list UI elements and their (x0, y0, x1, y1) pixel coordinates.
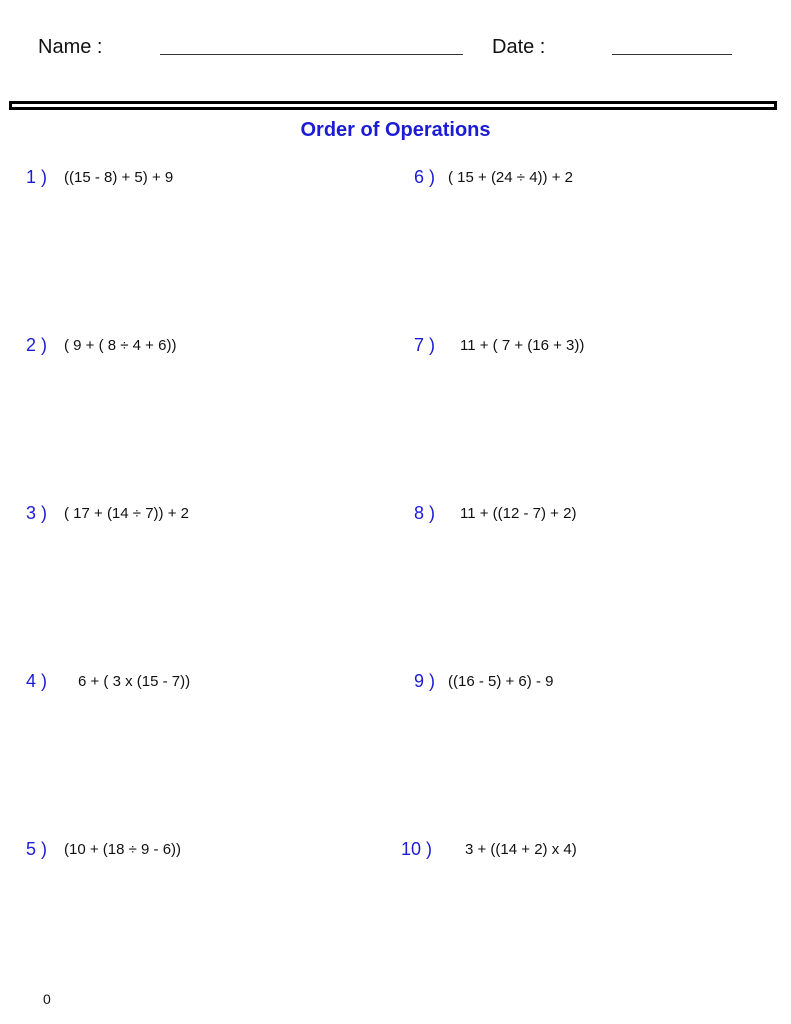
problem-expression: 11 + ((12 - 7) + 2) (460, 505, 577, 522)
problem-number: 3 ) (26, 503, 48, 523)
problem-expression: ((16 - 5) + 6) - 9 (448, 673, 554, 690)
problem-number: 9 ) (414, 671, 436, 691)
worksheet-title: Order of Operations (300, 119, 491, 141)
problem-number: 8 ) (414, 503, 436, 523)
problem-number: 2 ) (26, 335, 48, 355)
name-field-line[interactable] (160, 54, 463, 55)
problem-number: 5 ) (26, 839, 48, 859)
date-field-line[interactable] (612, 54, 732, 55)
problem-expression: 6 + ( 3 x (15 - 7)) (78, 673, 191, 690)
problem-number: 4 ) (26, 671, 48, 691)
name-label: Name : (38, 36, 103, 58)
problem-expression: ( 9 + ( 8 ÷ 4 + 6)) (64, 337, 177, 354)
problem-expression: ( 15 + (24 ÷ 4)) + 2 (448, 169, 573, 186)
problem-expression: ( 17 + (14 ÷ 7)) + 2 (64, 505, 189, 522)
problem-number: 1 ) (26, 167, 48, 187)
problem-number: 10 ) (401, 839, 433, 859)
problem-number: 6 ) (414, 167, 436, 187)
header-divider (9, 101, 777, 110)
page-number: 0 (43, 991, 51, 1007)
date-label: Date : (492, 36, 546, 58)
problem-expression: (10 + (18 ÷ 9 - 6)) (64, 841, 182, 858)
problem-expression: 11 + ( 7 + (16 + 3)) (460, 337, 585, 354)
problem-expression: ((15 - 8) + 5) + 9 (64, 169, 174, 186)
problem-expression: 3 + ((14 + 2) x 4) (465, 841, 577, 858)
problem-number: 7 ) (414, 335, 436, 355)
